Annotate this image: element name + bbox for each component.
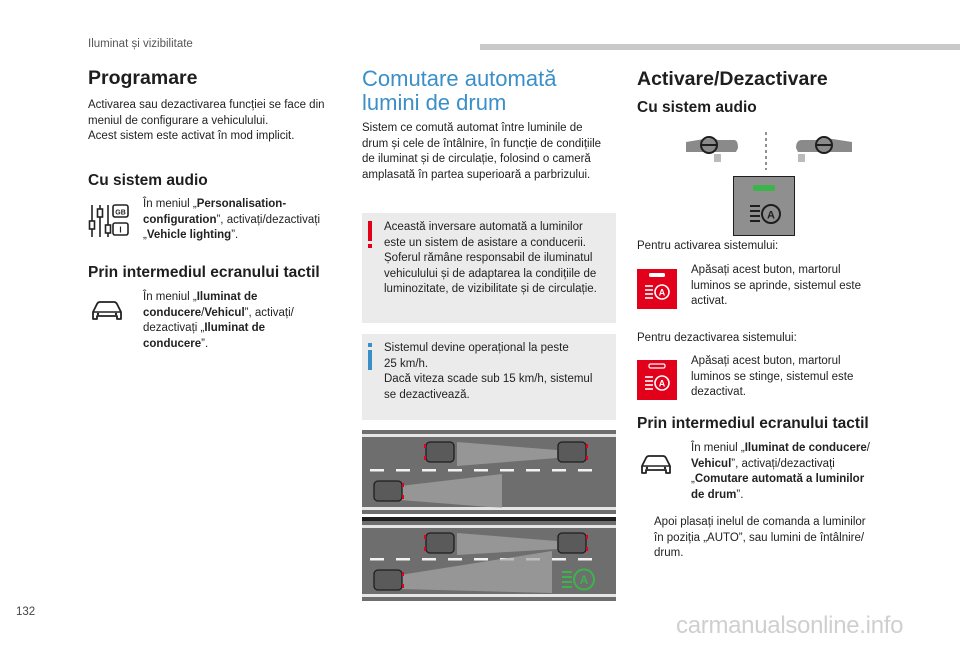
auto-high-beam-button-large[interactable] <box>733 176 795 241</box>
warning-icon-dot <box>368 244 372 248</box>
svg-text:A: A <box>767 209 775 222</box>
auto-high-beam-button-off[interactable] <box>637 360 677 405</box>
touchscreen-title: Prin intermediul ecranului tactil <box>88 264 320 281</box>
info-icon-dot <box>368 343 372 347</box>
svg-text:A: A <box>658 287 666 298</box>
info-note <box>362 334 616 420</box>
warning-icon <box>368 221 372 241</box>
touch-menu-instruction-2: În meniul „Iluminat de conducere/ Vehicul”, activați/dezactivați „Comutare automată a luminilor de drum”. <box>691 442 870 501</box>
warning-note <box>362 213 616 323</box>
watermark: carmanualsonline.info <box>676 612 904 639</box>
activate-label: Pentru activarea sistemului: <box>637 240 779 252</box>
auto-high-beam-intro: Sistem ce comută automat între luminile de drum și cele de întâlnire, în funcție de condițiile de iluminat și de circulație, folosind o cameră amplasată în partea superioară a parbrizului. <box>362 122 602 181</box>
audio-system-title: Cu sistem audio <box>88 172 208 189</box>
info-icon <box>368 350 372 370</box>
auto-high-beam-title: Comutare automată lumini de drum <box>362 66 557 115</box>
programare-intro: Activarea sau dezactivarea funcției se face din meniul de configurare a vehiculului. Acest sistem este activat în mod implicit. <box>88 99 325 142</box>
svg-text:A: A <box>579 573 589 587</box>
activation-title: Activare/Dezactivare <box>637 68 828 90</box>
section-header: Iluminat și vizibilitate <box>88 38 193 50</box>
road-illustration-high-beam <box>362 521 616 606</box>
audio-menu-instruction: În meniul „Personalisation- configuration”, activați/dezactivați „Vehicle lighting”. <box>143 198 321 241</box>
deactivate-text: Apăsați acest buton, martorul luminos se stinge, sistemul este dezactivat. <box>691 355 854 398</box>
touchscreen-title-2: Prin intermediul ecranului tactil <box>637 415 869 432</box>
warning-text: Această inversare automată a luminilor este un sistem de asistare a conducerii. Șoferul rămâne responsabil de iluminatul vehiculului și de adaptarea la condițiile de luminozitate, de vizibilitate și de circulație. <box>384 221 597 295</box>
car-icon-2 <box>639 454 673 476</box>
page-number: 132 <box>16 606 36 618</box>
bullet-text: Apoi plasați inelul de comanda a luminilor în poziția „AUTO”, sau lumini de întâlnire/ drum. <box>654 516 866 559</box>
auto-high-beam-button-on[interactable] <box>637 269 677 314</box>
header-bar <box>480 44 960 50</box>
deactivate-label: Pentru dezactivarea sistemului: <box>637 332 797 344</box>
audio-system-title-2: Cu sistem audio <box>637 99 757 116</box>
svg-text:A: A <box>658 378 666 389</box>
svg-text:I: I <box>119 225 122 235</box>
dashboard-illustration <box>686 128 852 179</box>
road-illustration-low-beam <box>362 430 616 519</box>
programare-title: Programare <box>88 67 198 89</box>
svg-text:GB: GB <box>115 209 126 217</box>
activate-text: Apăsați acest buton, martorul luminos se aprinde, sistemul este activat. <box>691 264 862 307</box>
info-text: Sistemul devine operațional la peste 25 km/h. Dacă viteza scade sub 15 km/h, sistemul se dezactivează. <box>384 342 593 401</box>
audio-settings-icon <box>88 201 130 241</box>
touch-menu-instruction: În meniul „Iluminat de conducere/Vehicul”, activați/ dezactivați „Iluminat de conducere”. <box>143 291 294 350</box>
car-icon <box>90 300 124 322</box>
